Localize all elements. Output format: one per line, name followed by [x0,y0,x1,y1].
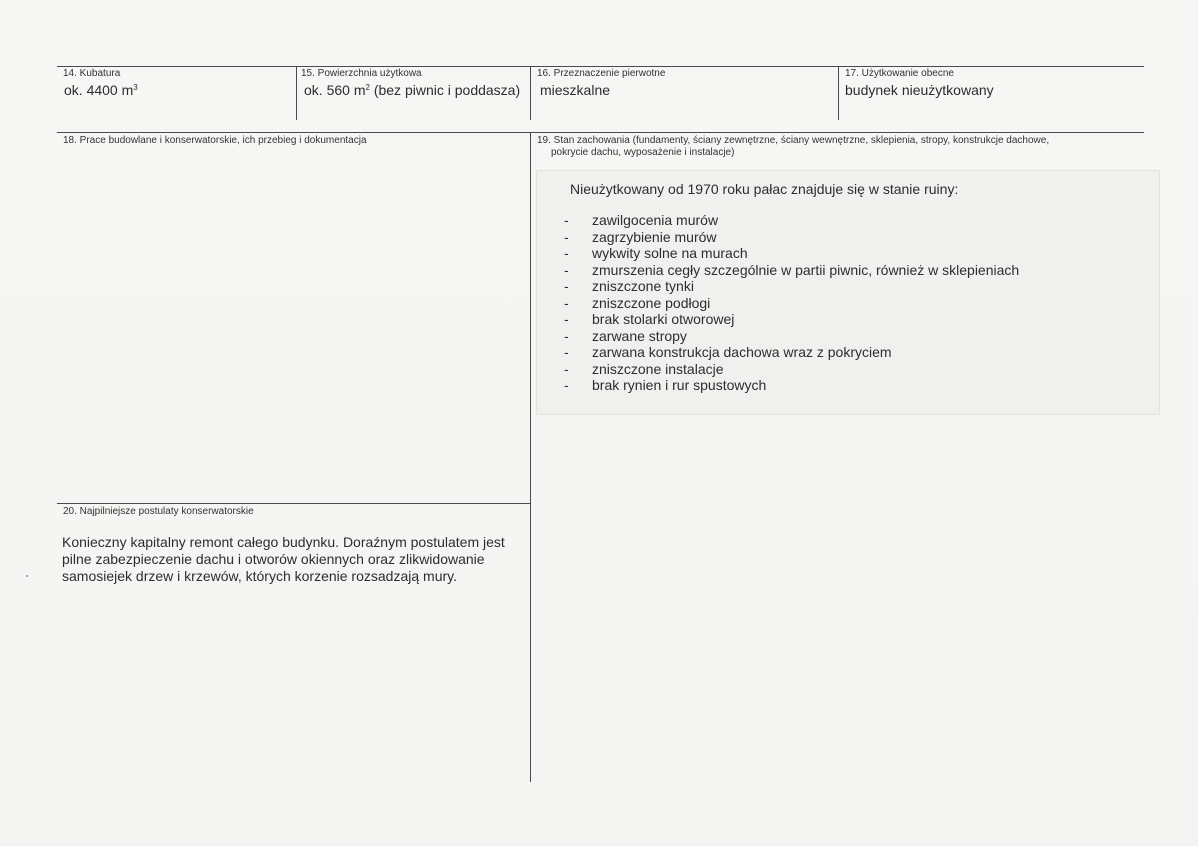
field-15-value-pre: ok. 560 m [304,82,366,98]
field-20-text: Konieczny kapitalny remont całego budynku. Doraźnym postulatem jest pilne zabezpieczenie dachu i otworów okiennych oraz zlikwidowanie samosiejek drzew i krzewów, których korzenie rozsadzają mury. [62,534,505,584]
list-dash: - [564,311,569,327]
table-top-border [57,66,1144,67]
condition-list-item [562,377,1019,394]
field-16-value: mieszkalne [540,82,611,98]
list-dash: - [564,212,569,228]
condition-list-item-text: zniszczone instalacje [592,360,724,377]
condition-list-item [562,245,1019,262]
condition-list-item-text: zagrzybienie murów [592,228,717,245]
list-dash: - [564,344,569,360]
list-dash: - [564,228,569,245]
condition-list-item-text: brak rynien i rur spustowych [592,377,767,393]
list-dash: - [564,327,569,344]
section-18-19-top-border [57,132,1144,133]
scan-speck [26,575,28,577]
condition-list-item-text: zmurszenia cegły szczególnie w partii piwnic, również w sklepieniach [592,261,1020,278]
field-17-value: budynek nieużytkowany [845,82,994,98]
condition-list-item [562,262,1019,279]
condition-intro: Nieużytkowany od 1970 roku pałac znajduje się w stanie ruiny: [570,181,959,197]
column-divider-2 [530,66,531,120]
main-column-divider [530,132,531,782]
condition-list-item-text: zawilgocenia murów [592,212,719,228]
field-14-exponent: 3 [133,83,138,92]
section-20-top-border [57,503,530,504]
list-dash: - [564,360,569,377]
field-15-label: 15. Powierzchnia użytkowa [301,68,422,79]
condition-list-item [562,278,1019,295]
condition-list-item [562,361,1019,378]
column-divider-3 [838,66,839,120]
condition-list-item [562,311,1019,328]
list-dash: - [564,294,569,311]
field-15-value [304,82,520,98]
list-dash: - [564,377,569,393]
field-15-value-post: (bez piwnic i poddasza) [369,82,521,98]
field-20-label: 20. Najpilniejsze postulaty konserwatorskie [63,506,254,517]
field-15-exponent: 2 [365,83,370,92]
field-19-label-line-2: pokrycie dachu, wyposażenie i instalacje) [551,147,735,158]
condition-list-item [562,295,1019,312]
condition-list-item [562,229,1019,246]
field-14-value-text: ok. 4400 m [64,82,134,98]
list-dash: - [564,245,569,261]
list-dash: - [564,278,569,294]
field-14-label: 14. Kubatura [63,68,121,79]
condition-list-item-text: zniszczone tynki [592,278,694,294]
condition-list-item-text: zarwane stropy [592,327,687,344]
field-16-label: 16. Przeznaczenie pierwotne [537,68,666,79]
column-divider-1 [296,66,297,120]
condition-list-item-text: zarwana konstrukcja dachowa wraz z pokryciem [592,344,892,360]
condition-list-item [562,344,1019,361]
condition-list [562,212,1019,394]
condition-list-item [562,212,1019,229]
condition-list-item-text: wykwity solne na murach [592,245,748,261]
field-19-label-line-1: 19. Stan zachowania (fundamenty, ściany zewnętrzne, ściany wewnętrzne, sklepienia, stropy, konstrukcje dachowe, [537,135,1050,146]
field-17-label: 17. Użytkowanie obecne [845,68,954,79]
condition-list-item-text: zniszczone podłogi [592,294,711,311]
condition-list-item-text: brak stolarki otworowej [592,311,735,327]
condition-list-item [562,328,1019,345]
list-dash: - [564,261,569,278]
field-14-value [64,82,138,98]
field-18-label: 18. Prace budowlane i konserwatorskie, ich przebieg i dokumentacja [63,135,367,146]
